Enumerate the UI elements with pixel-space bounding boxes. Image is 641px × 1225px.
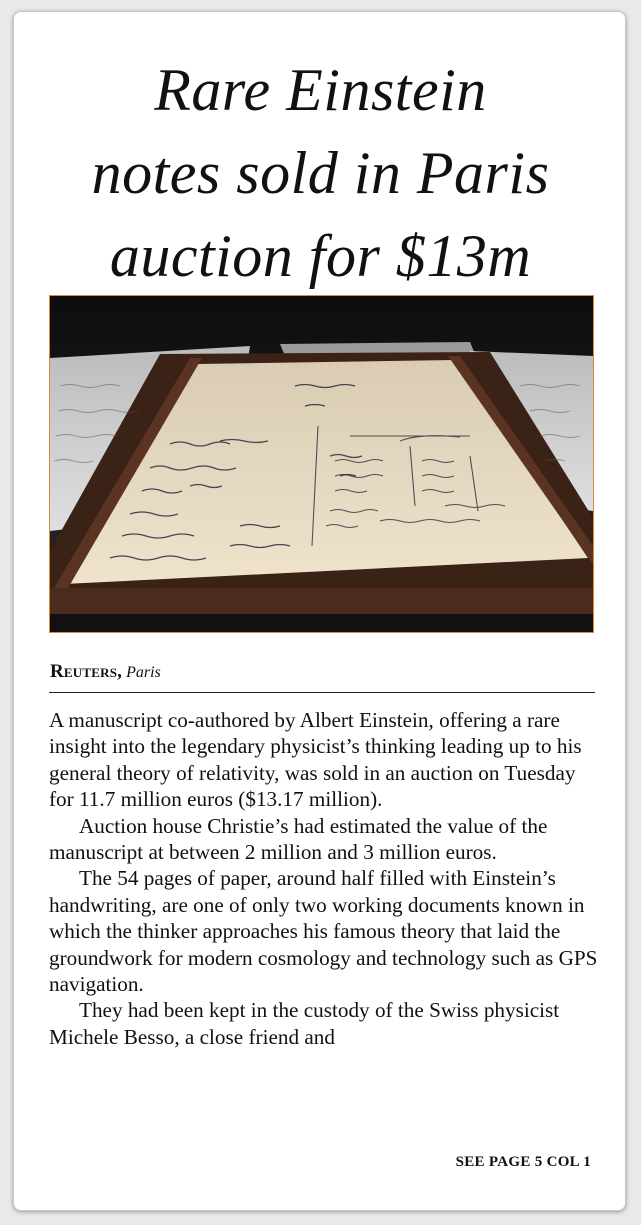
paragraph-4: They had been kept in the custody of the Swiss physicist Michele Besso, a close friend and [49, 998, 560, 1049]
byline [50, 661, 595, 683]
byline-agency: Reuters, [50, 661, 123, 682]
paragraph-2: Auction house Christie’s had estimated the value of the manuscript at between 2 million and 3 million euros. [49, 813, 548, 865]
byline-place: Paris [126, 664, 161, 681]
article-card [13, 11, 626, 1211]
headline-line-2: notes sold in Paris [91, 140, 550, 206]
headline [14, 49, 627, 298]
manuscript-photo [49, 295, 594, 633]
continuation-jump: SEE PAGE 5 COL 1 [455, 1154, 591, 1170]
headline-line-1: Rare Einstein [154, 57, 487, 123]
paragraph-1: A manuscript co-authored by Albert Einstein, offering a rare insight into the legendary physicist’s thinking leading up to his general theory of relativity, was sold in an auction on Tuesday for 11.7 million euros ($13.17 million). [49, 708, 582, 812]
paragraph-3: The 54 pages of paper, around half filled with Einstein’s handwriting, are one of only two working documents known in which the thinker approaches his famous theory that laid the groundwork for modern cosmology and technology such as GPS navigation. [49, 866, 598, 997]
article-body [49, 707, 599, 1050]
manuscript-illustration [50, 296, 593, 632]
headline-line-3: auction for $13m [109, 223, 532, 289]
byline-rule [49, 692, 595, 693]
